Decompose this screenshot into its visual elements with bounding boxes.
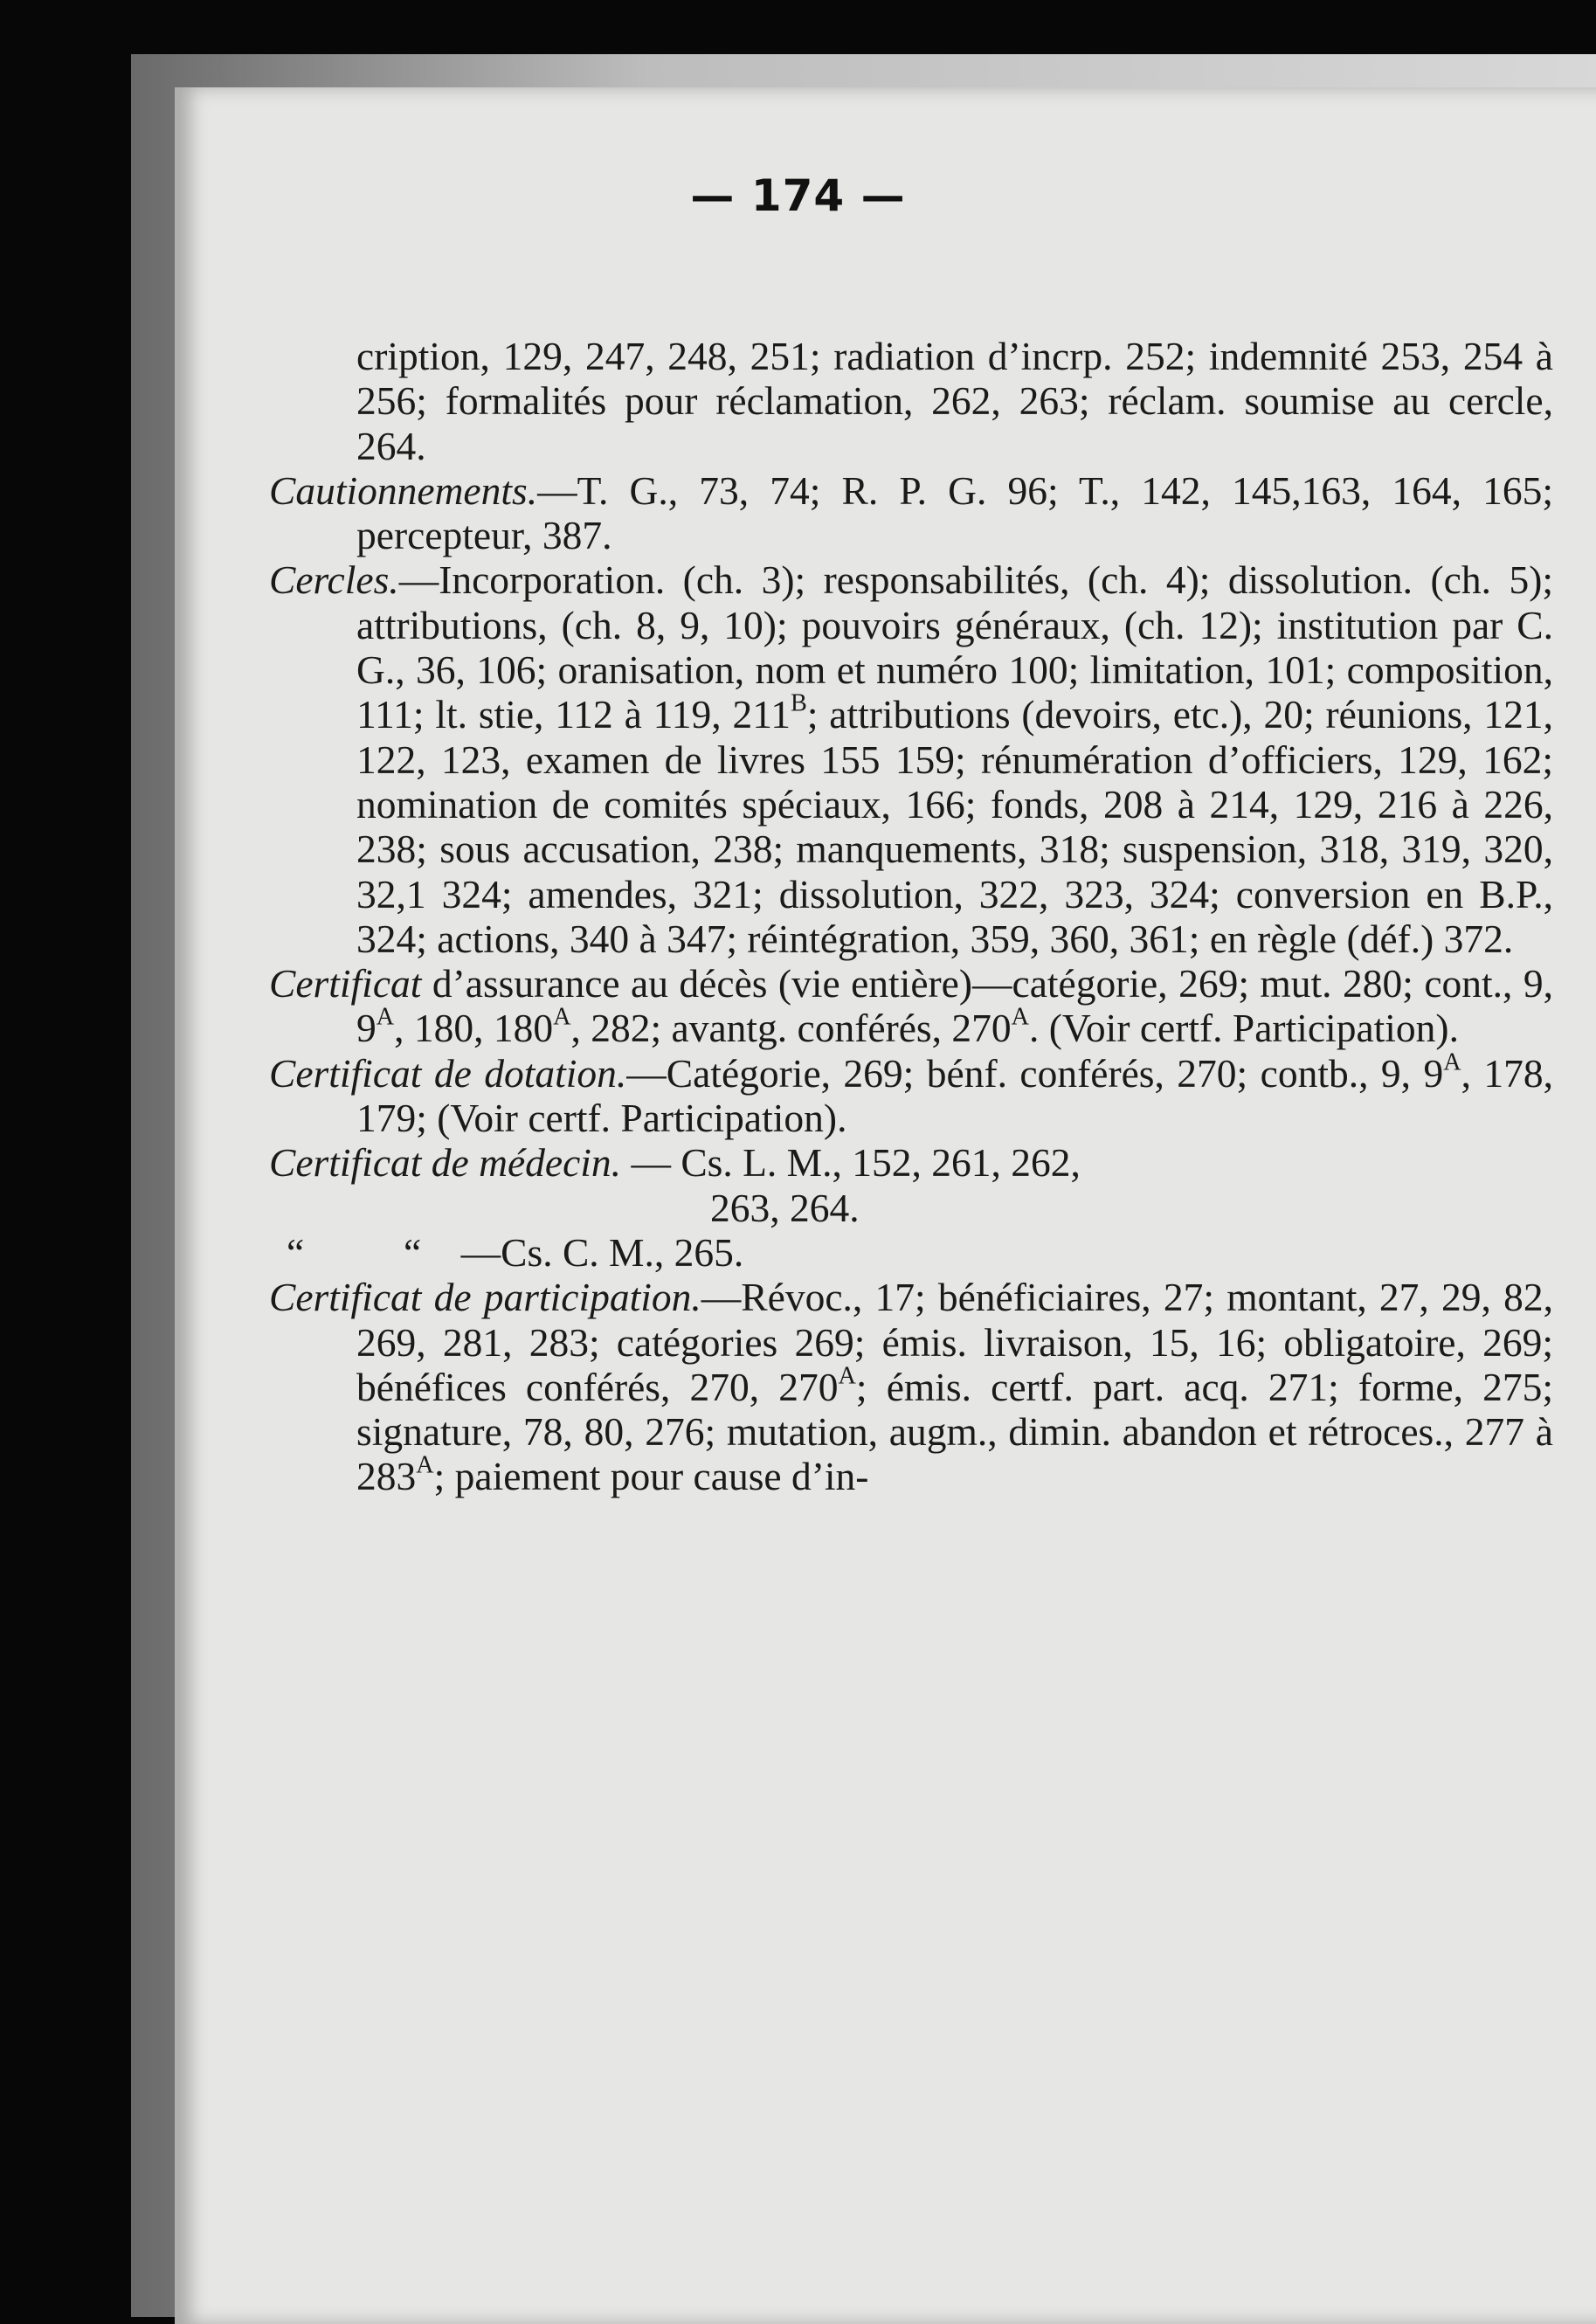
- entry-text: ; paiement pour cause d’in-: [433, 1454, 869, 1499]
- entry-heading: Certificat de médecin.: [269, 1140, 622, 1186]
- superscript: A: [1443, 1048, 1461, 1076]
- ditto-line: “ “ —Cs. C. M., 265.: [287, 1229, 744, 1275]
- superscript: A: [416, 1451, 434, 1479]
- entry-text: —Catégorie, 269; bénf. conférés, 270; contb., 9, 9: [626, 1050, 1444, 1096]
- index-entry-certificat-assurance: [269, 961, 1553, 1051]
- entry-heading: Certificat: [269, 961, 422, 1006]
- entry-text: , 180, 180: [394, 1006, 554, 1051]
- entry-text: , 282; avantg. conférés, 270: [570, 1006, 1012, 1051]
- index-entry-certificat-participation: [269, 1275, 1553, 1498]
- superscript: A: [553, 1003, 571, 1031]
- index-entry-certificat-dotation: [269, 1048, 1554, 1141]
- entry-text: —T. G., 73, 74; R. P. G. 96; T., 142, 145,163, 164, 165; percepteur, 387.: [356, 467, 1553, 558]
- entry-heading: Certificat de participation.: [269, 1275, 701, 1320]
- index-entry-continuation: [269, 334, 1553, 468]
- entry-text: ; émis. certf. part. acq. 271; forme, 275; signature, 78, 80, 276; mutation, augm., dimin. abandon et rétroces., 277 à 283: [356, 1364, 1553, 1499]
- index-entry-cautionnements: [269, 468, 1553, 558]
- index-entry-cercles: [269, 557, 1553, 961]
- entry-text: ; attributions (devoirs, etc.), 20; réunions, 121, 122, 123, examen de livres 155 159; rénumération d’officiers, 129, 162; nomination de comités spéciaux, 166; fonds, 208 à 214, 129, 216 à 226, 238; sous accusation, 238; manquements, 318; suspension, 318, 319, 320, 32,1 324; amendes, 321; dissolution, 322, 323, 324; conversion en B.P., 324; actions, 340 à 347; réintégration, 359, 360, 361; en règle (déf.) 372.: [356, 692, 1553, 961]
- superscript: B: [791, 689, 807, 717]
- entry-heading: Cercles.: [269, 557, 399, 603]
- entry-text: . (Voir certf. Participation).: [1029, 1006, 1459, 1051]
- page-number: — 174 —: [690, 170, 906, 221]
- entry-text: , 178, 179; (Voir certf. Participation).: [356, 1050, 1554, 1141]
- entry-text: 263, 264.: [710, 1185, 860, 1230]
- entry-heading: Certificat de dotation.: [269, 1050, 627, 1096]
- superscript: A: [838, 1362, 856, 1390]
- entry-text: —Révoc., 17; bénéficiaires, 27; montant, 27, 29, 82, 269, 281, 283; catégories 269; émis. livraison, 15, 16; obligatoire, 269; bénéfices conférés, 270, 270: [356, 1275, 1553, 1409]
- entry-text: cription, 129, 247, 248, 251; radiation d’incrp. 252; indemnité 253, 254 à 256; formalités pour réclamation, 262, 263; réclam. soumise au cercle, 264.: [356, 334, 1553, 468]
- entry-text: —Incorporation. (ch. 3); responsabilités, (ch. 4); dissolution. (ch. 5); attributions, (ch. 8, 9, 10); pouvoirs généraux, (ch. 12); institution par C. G., 36, 106; oranisation, nom et numéro 100; limitation, 101; composition, 111; lt. stie, 112 à 119, 211: [356, 557, 1553, 737]
- entry-heading: Cautionnements.: [269, 467, 538, 513]
- superscript: A: [1011, 1003, 1030, 1031]
- superscript: A: [376, 1003, 395, 1031]
- entry-text: — Cs. L. M., 152, 261, 262,: [621, 1140, 1081, 1186]
- index-text: [269, 334, 1553, 1499]
- index-entry-certificat-medecin: [269, 1140, 1553, 1275]
- entry-text: d’assurance au décès (vie entière)—catégorie, 269; mut. 280; cont., 9, 9: [356, 961, 1553, 1051]
